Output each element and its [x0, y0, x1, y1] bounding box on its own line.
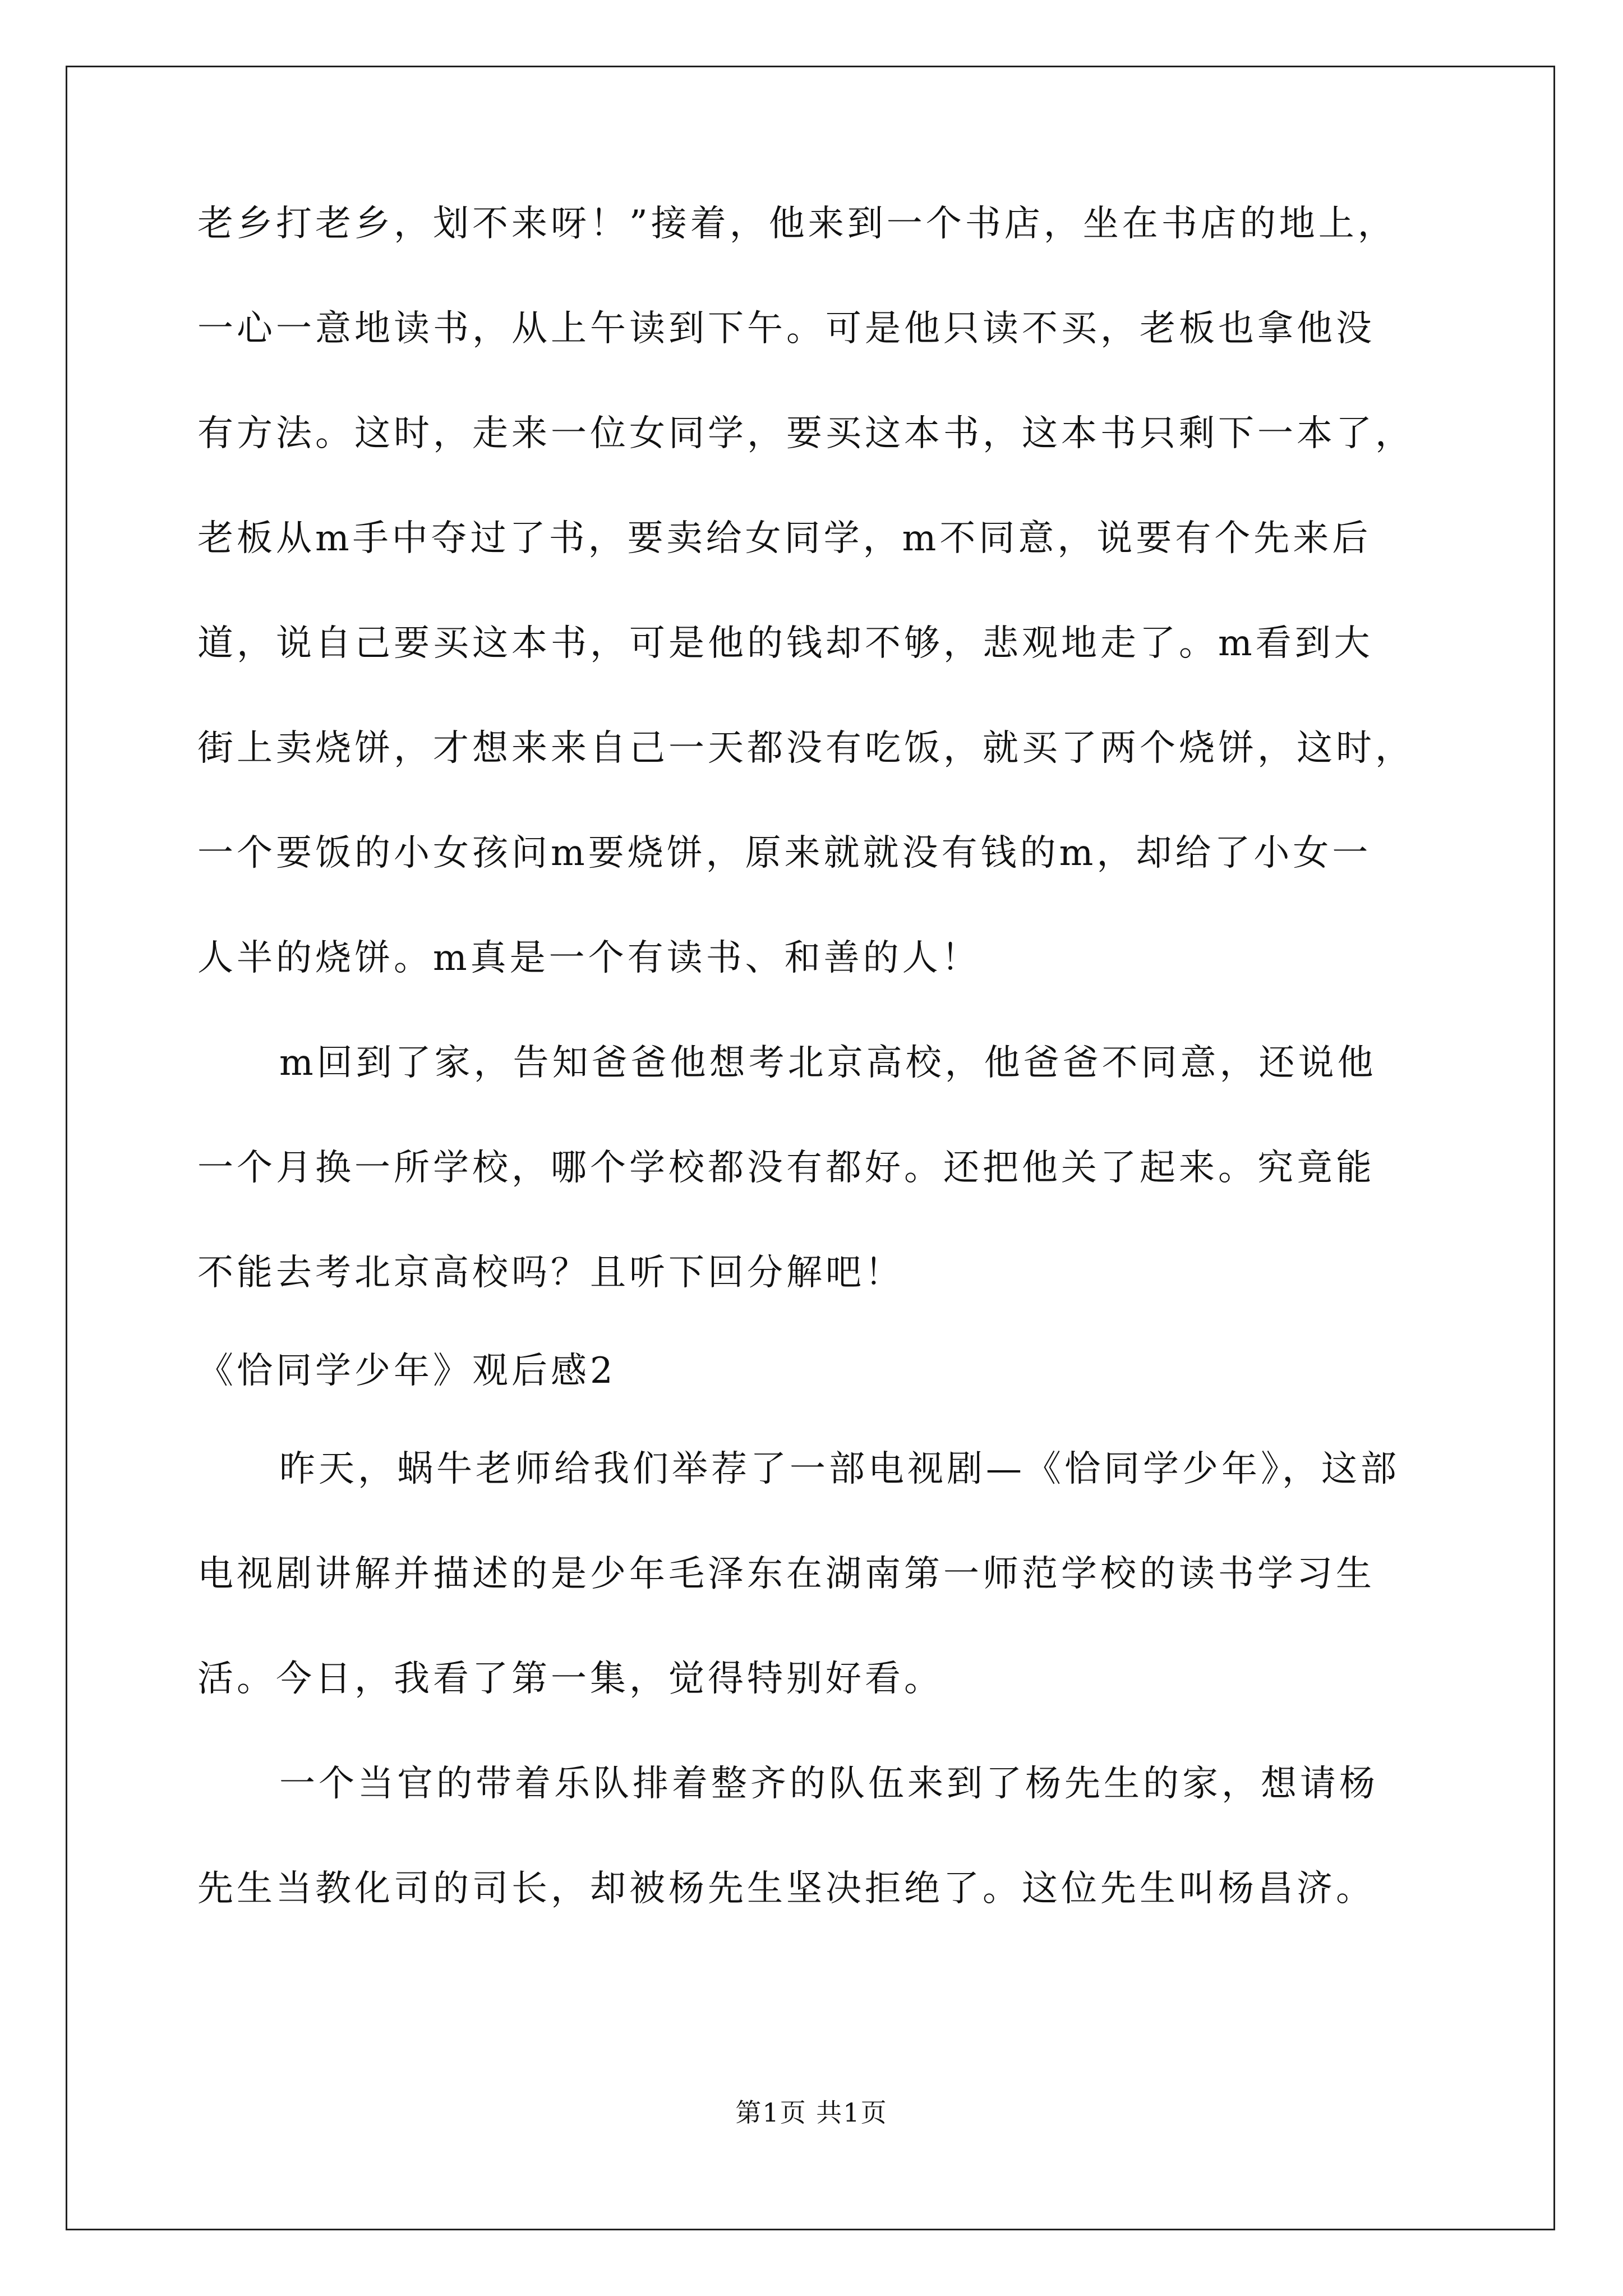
- text-line: 道，说自己要买这本书，可是他的钱却不够，悲观地走了。m看到大: [197, 623, 1373, 664]
- text-line: 不能去考北京高校吗？且听下回分解吧！: [197, 1252, 904, 1294]
- paragraph-start-line: 昨天，蜗牛老师给我们举荐了一部电视剧—《恰同学少年》，这部: [279, 1448, 1400, 1490]
- text-line: 有方法。这时，走来一位女同学，要买这本书，这本书只剩下一本了，: [197, 413, 1414, 454]
- text-line: 老板从m手中夺过了书，要卖给女同学，m不同意，说要有个先来后: [197, 518, 1372, 559]
- text-line: 活。今日，我看了第一集，觉得特别好看。: [197, 1658, 943, 1700]
- section-heading: 《恰同学少年》观后感2: [197, 1350, 616, 1392]
- paragraph-start-line: m回到了家，告知爸爸他想考北京高校，他爸爸不同意，还说他: [279, 1042, 1377, 1084]
- text-line: 街上卖烧饼，才想来来自己一天都没有吃饭，就买了两个烧饼，这时，: [197, 728, 1414, 769]
- text-line: 先生当教化司的司长，却被杨先生坚决拒绝了。这位先生叫杨昌济。: [197, 1868, 1375, 1910]
- text-line: 一个要饭的小女孩问m要烧饼，原来就就没有钱的m，却给了小女一: [197, 832, 1372, 874]
- text-line: 电视剧讲解并描述的是少年毛泽东在湖南第一师范学校的读书学习生: [197, 1553, 1375, 1595]
- page-number: 第1页 共1页: [735, 2097, 888, 2128]
- paragraph-start-line: 一个当官的带着乐队排着整齐的队伍来到了杨先生的家，想请杨: [279, 1763, 1378, 1805]
- text-line: 一个月换一所学校，哪个学校都没有都好。还把他关了起来。究竟能: [197, 1147, 1375, 1189]
- text-line: 老乡打老乡，划不来呀！”接着，他来到一个书店，坐在书店的地上，: [197, 203, 1397, 245]
- document-body: [197, 197, 1431, 1967]
- text-line: 人半的烧饼。m真是一个有读书、和善的人！: [197, 937, 981, 979]
- text-line: 一心一意地读书，从上午读到下午。可是他只读不买，老板也拿他没: [197, 308, 1375, 349]
